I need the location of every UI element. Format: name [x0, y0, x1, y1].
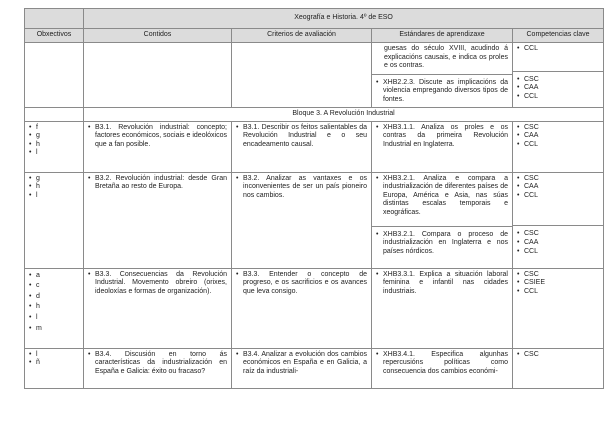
block-blank-cell	[25, 107, 84, 121]
top-left-blank-cell	[25, 9, 84, 29]
standard-divider	[372, 74, 512, 105]
criterion-text: • B3.1. Describir os feitos salientables da Revolución Industrial e o seu encadeamento causal.	[236, 124, 367, 150]
competence-item: • CSC	[517, 271, 599, 280]
content-text: • B3.1. Revolución industrial: concepto; factores económicos, sociais e ideolóxicos que a fan posible.	[88, 124, 227, 150]
criterion-cell	[232, 268, 372, 348]
criterion-cell	[232, 348, 372, 388]
objectives-cell	[25, 43, 84, 108]
table-row	[25, 268, 604, 348]
competences-cell	[513, 268, 604, 348]
competences-cell	[513, 121, 604, 172]
objective-item: • d	[29, 292, 79, 303]
competence-item: • CCL	[517, 248, 599, 257]
standard-item: • XHB2.2.3. Discute as implicacións da violencia empregando diversos tipos de fontes.	[376, 79, 508, 105]
header-criteria: Criterios de avaliación	[232, 29, 372, 43]
table-row	[25, 43, 604, 108]
competence-item: • CSIEE	[517, 279, 599, 288]
objective-item: • l	[29, 192, 79, 201]
competences-cell	[513, 172, 604, 268]
competence-item: • CSC	[517, 351, 599, 360]
objective-item: • h	[29, 141, 79, 150]
standards-cell	[372, 43, 513, 108]
competence-item: • CSC	[517, 230, 599, 239]
standard-item: • XHB3.2.1. Compara o proceso de industrialización en Inglaterra e nos países nórdicos.	[376, 231, 508, 257]
header-objectives: Obxectivos	[25, 29, 84, 43]
criterion-text: • B3.4. Analizar a evolución dos cambios económicos en España e en Galicia, a raíz da industriali-	[236, 351, 367, 377]
standard-item: • XHB3.1.1. Analiza os proles e os contras da primeira Revolución Industrial en Inglaterra.	[376, 124, 508, 150]
header-contents: Contidos	[84, 29, 232, 43]
competence-item: • CCL	[517, 141, 599, 150]
competence-divider	[513, 225, 603, 256]
competence-item: • CAA	[517, 84, 599, 93]
table-title: Xeografía e Historia. 4º de ESO	[84, 9, 604, 29]
standards-cell	[372, 268, 513, 348]
content-text: • B3.2. Revolución industrial: desde Gran Bretaña ao resto de Europa.	[88, 175, 227, 192]
standards-cell	[372, 172, 513, 268]
objective-item: • l	[29, 149, 79, 158]
objectives-cell	[25, 121, 84, 172]
header-competences: Competencias clave	[513, 29, 604, 43]
content-text: • B3.4. Discusión en torno ás características da industrialización en España e Galicia: éxito ou fracaso?	[88, 351, 227, 377]
competence-item: • CAA	[517, 183, 599, 192]
competence-item: • CCL	[517, 192, 599, 201]
content-text: • B3.3. Consecuencias da Revolución Industrial. Movemento obreiro (orixes, ideoloxías e formas de organización).	[88, 271, 227, 297]
objective-item: • ñ	[29, 359, 79, 368]
standard-divider	[372, 226, 512, 257]
criterion-cell	[232, 172, 372, 268]
table-row	[25, 121, 604, 172]
content-cell	[84, 43, 232, 108]
standard-item: • XHB3.3.1. Explica a situación laboral feminina e infantil nas cidades industriais.	[376, 271, 508, 297]
competence-item: • CAA	[517, 132, 599, 141]
curriculum-table	[24, 8, 604, 389]
objectives-cell	[25, 268, 84, 348]
table-row	[25, 348, 604, 388]
standard-item: guesas do século XVIII, acudindo á explicacións causais, e indica os proles e os contras.	[384, 45, 508, 70]
table-row	[25, 172, 604, 268]
objective-item: • l	[29, 351, 79, 360]
content-cell	[84, 172, 232, 268]
content-cell	[84, 348, 232, 388]
competence-item: • CAA	[517, 239, 599, 248]
competence-item: • CCL	[517, 93, 599, 102]
competence-item: • CCL	[517, 45, 599, 54]
competence-item: • CCL	[517, 288, 599, 297]
competence-divider	[513, 71, 603, 102]
content-cell	[84, 121, 232, 172]
standards-cell	[372, 121, 513, 172]
standard-item: • XHB3.2.1. Analiza e compara a industrialización de diferentes países de Europa, América e Asia, nas súas distintas escalas temporais e xeográficas.	[376, 175, 508, 218]
objective-item: • m	[29, 324, 79, 335]
standard-item: • XHB3.4.1. Especifica algunhas repercusións políticas como consecuencia dos cambios económi-	[376, 351, 508, 377]
objective-item: • h	[29, 302, 79, 313]
objective-item: • l	[29, 313, 79, 324]
objectives-cell	[25, 348, 84, 388]
header-standards: Estándares de aprendizaxe	[372, 29, 513, 43]
objective-item: • f	[29, 124, 79, 133]
competence-item: • CSC	[517, 124, 599, 133]
block-title: Bloque 3. A Revolución Industrial	[84, 107, 604, 121]
competence-item: • CSC	[517, 175, 599, 184]
competence-item: • CSC	[517, 76, 599, 85]
objective-item: • g	[29, 132, 79, 141]
objective-item: • a	[29, 271, 79, 282]
criterion-cell	[232, 121, 372, 172]
content-cell	[84, 268, 232, 348]
objective-item: • c	[29, 281, 79, 292]
objectives-cell	[25, 172, 84, 268]
criterion-cell	[232, 43, 372, 108]
competences-cell	[513, 348, 604, 388]
objective-item: • g	[29, 175, 79, 184]
objective-item: • h	[29, 183, 79, 192]
criterion-text: • B3.3. Entender o concepto de progreso, e os sacrificios e os avances que leva consigo.	[236, 271, 367, 297]
standards-cell	[372, 348, 513, 388]
criterion-text: • B3.2. Analizar as vantaxes e os inconvenientes de ser un país pioneiro nos cambios.	[236, 175, 367, 201]
competences-cell	[513, 43, 604, 108]
